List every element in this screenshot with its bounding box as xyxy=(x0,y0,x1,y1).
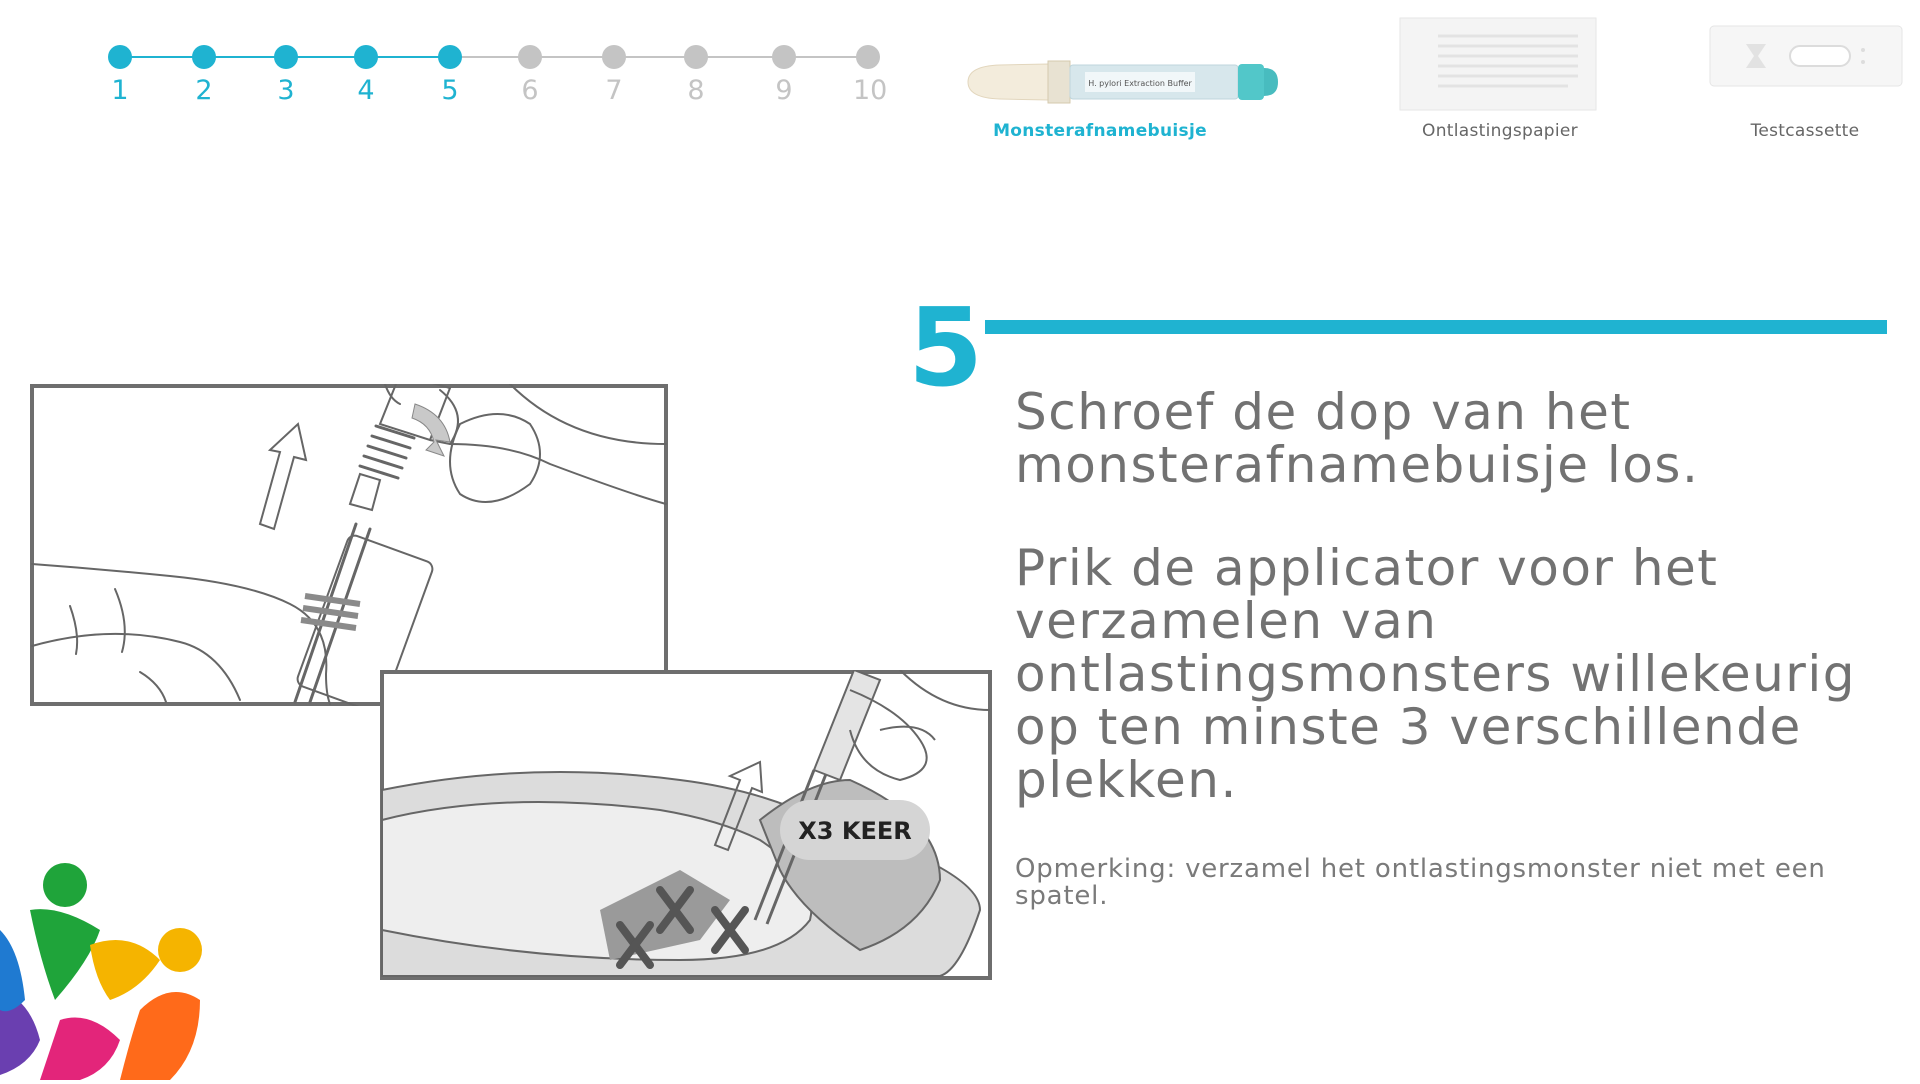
step-number-label: 10 xyxy=(853,75,888,106)
step-10[interactable] xyxy=(853,42,888,106)
step-dot xyxy=(354,45,378,69)
step-6[interactable] xyxy=(515,42,545,104)
item-paper[interactable] xyxy=(1398,16,1598,112)
step-number-label: 8 xyxy=(687,75,705,106)
tube-label-text: H. pylori Extraction Buffer xyxy=(1088,79,1192,88)
extraction-tube-image xyxy=(960,52,1290,112)
step-number-label: 1 xyxy=(111,75,129,106)
step-3[interactable] xyxy=(271,42,301,104)
stool-paper-image xyxy=(1398,16,1598,112)
test-cassette-image xyxy=(1708,24,1904,88)
step-dot xyxy=(518,45,542,69)
step-dot xyxy=(274,45,298,69)
step-number: 5 xyxy=(908,286,984,411)
step-number-label: 7 xyxy=(605,75,623,106)
step-dot xyxy=(684,45,708,69)
repeat-badge: X3 KEER xyxy=(798,817,912,845)
step-8[interactable] xyxy=(681,42,711,104)
step-number-label: 6 xyxy=(521,75,539,106)
step-dot xyxy=(602,45,626,69)
step-dot xyxy=(108,45,132,69)
step-number-label: 2 xyxy=(195,75,213,106)
step-5[interactable] xyxy=(435,42,465,104)
instruction-poke: Prik de applicator voor het verzamelen van ontlastingsmonsters willekeurig op ten minste 3 verschillende plekken. xyxy=(1015,539,1856,809)
step-4[interactable] xyxy=(351,42,381,104)
step-dot xyxy=(772,45,796,69)
step-9[interactable] xyxy=(769,42,799,104)
item-label-paper: Ontlastingspapier xyxy=(1422,121,1578,141)
step-number-label: 9 xyxy=(775,75,793,106)
item-cassette[interactable] xyxy=(1708,24,1904,88)
step-7[interactable] xyxy=(599,42,629,104)
item-label-tube: Monsterafnamebuisje xyxy=(993,121,1207,141)
step-dot xyxy=(192,45,216,69)
instruction-unscrew: Schroef de dop van het monsterafnamebuisje los. xyxy=(1015,383,1700,494)
step-2[interactable] xyxy=(189,42,219,104)
step-progress xyxy=(100,42,900,112)
illustration-poke-panel xyxy=(380,670,992,980)
progress-line-todo xyxy=(450,56,870,58)
step-number-label: 3 xyxy=(277,75,295,106)
item-label-cassette: Testcassette xyxy=(1750,121,1860,141)
step-1[interactable] xyxy=(105,42,135,104)
heading-rule xyxy=(985,320,1887,334)
step-dot xyxy=(438,45,462,69)
step-number-label: 4 xyxy=(357,75,375,106)
brand-logo xyxy=(0,850,220,1080)
illustration-unscrew-panel xyxy=(30,384,668,706)
step-dot xyxy=(856,45,880,69)
instruction-note: Opmerking: verzamel het ontlastingsmonster niet met een spatel. xyxy=(1015,854,1826,911)
step-number-label: 5 xyxy=(441,75,459,106)
